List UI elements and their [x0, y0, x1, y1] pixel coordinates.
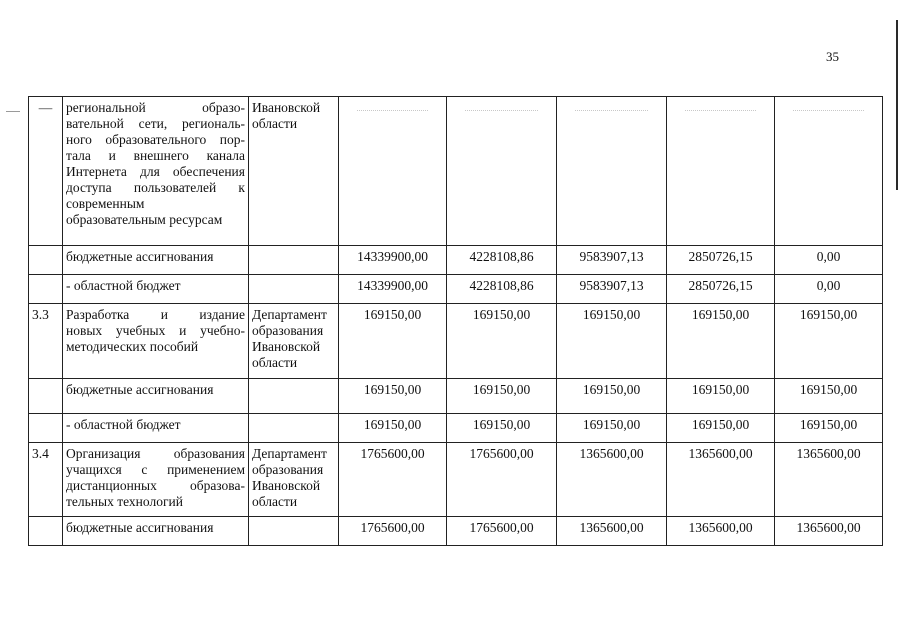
value-cell: 169150,00	[667, 414, 775, 443]
row-index-cell	[29, 246, 63, 275]
table-row-regional-budget	[29, 414, 883, 443]
value-cell: 2850726,15	[667, 246, 775, 275]
value-cell: 1765600,00	[339, 443, 447, 517]
value-cell: 169150,00	[775, 414, 883, 443]
description-line: Организация образования	[66, 446, 245, 461]
value-cell: 169150,00	[667, 304, 775, 379]
value-cell-empty	[447, 97, 557, 246]
description-line: образовательным ресурсам	[66, 212, 223, 227]
value-cell: 1365600,00	[775, 517, 883, 546]
value-cell: 1365600,00	[557, 443, 667, 517]
row-label: бюджетные ассигнования	[63, 517, 249, 546]
faint-scan-line	[357, 110, 428, 111]
value-cell: 1765600,00	[339, 517, 447, 546]
budget-table	[28, 96, 883, 546]
table-row-item-3-3	[29, 304, 883, 379]
description-line: вательной сети, региональ-	[66, 116, 245, 131]
value-cell: 14339900,00	[339, 246, 447, 275]
value-cell: 0,00	[775, 246, 883, 275]
value-cell-empty	[557, 97, 667, 246]
value-cell: 169150,00	[775, 379, 883, 414]
description-line: доступа пользователей к	[66, 180, 245, 195]
executor-line: области	[252, 355, 298, 370]
executor-line: Ивановской	[252, 100, 321, 115]
description-line: ного образовательного пор-	[66, 132, 245, 147]
value-cell: 169150,00	[775, 304, 883, 379]
value-cell: 9583907,13	[557, 275, 667, 304]
description-line: современным	[66, 196, 145, 211]
faint-scan-line	[575, 110, 647, 111]
value-cell-empty	[775, 97, 883, 246]
page-number: 35	[826, 49, 839, 64]
executor-cell	[249, 246, 339, 275]
row-label: - областной бюджет	[63, 414, 249, 443]
description-line: дистанционных образова-	[66, 478, 245, 493]
executor-line: области	[252, 494, 298, 509]
table-row-budget-allocations	[29, 246, 883, 275]
description-line: Разработка и издание	[66, 307, 245, 322]
row-index: —	[38, 100, 53, 115]
description-line: учащихся с применением	[66, 462, 245, 477]
row-index-cell	[29, 97, 63, 246]
row-label: бюджетные ассигнования	[63, 379, 249, 414]
table-row-budget-allocations	[29, 379, 883, 414]
description-cell	[63, 443, 249, 517]
value-cell: 4228108,86	[447, 246, 557, 275]
executor-cell	[249, 97, 339, 246]
value-cell: 9583907,13	[557, 246, 667, 275]
value-cell: 169150,00	[447, 414, 557, 443]
value-cell: 14339900,00	[339, 275, 447, 304]
executor-cell	[249, 275, 339, 304]
value-cell: 169150,00	[339, 304, 447, 379]
value-cell-empty	[667, 97, 775, 246]
executor-line: Ивановской	[252, 339, 321, 354]
description-line: тала и внешнего канала	[66, 148, 245, 163]
row-index-cell	[29, 517, 63, 546]
description-line: региональной образо-	[66, 100, 245, 115]
row-index-cell	[29, 414, 63, 443]
value-cell: 169150,00	[557, 304, 667, 379]
faint-scan-line	[793, 110, 864, 111]
faint-scan-line	[465, 110, 537, 111]
executor-line: Департамент	[252, 446, 327, 461]
value-cell: 1365600,00	[775, 443, 883, 517]
value-cell: 4228108,86	[447, 275, 557, 304]
value-cell: 169150,00	[339, 414, 447, 443]
faint-scan-line	[685, 110, 756, 111]
row-label: - областной бюджет	[63, 275, 249, 304]
executor-cell	[249, 443, 339, 517]
value-cell: 1765600,00	[447, 517, 557, 546]
executor-line: области	[252, 116, 298, 131]
value-cell: 169150,00	[557, 379, 667, 414]
table-row-continuation	[29, 97, 883, 246]
row-label: бюджетные ассигнования	[63, 246, 249, 275]
value-cell: 0,00	[775, 275, 883, 304]
executor-cell	[249, 304, 339, 379]
description-line: новых учебных и учебно-	[66, 323, 245, 338]
value-cell: 1365600,00	[667, 517, 775, 546]
executor-line: образования	[252, 323, 324, 338]
row-index-cell	[29, 275, 63, 304]
value-cell: 2850726,15	[667, 275, 775, 304]
value-cell: 169150,00	[447, 379, 557, 414]
scan-edge-shadow	[896, 20, 898, 190]
description-cell	[63, 304, 249, 379]
value-cell: 169150,00	[667, 379, 775, 414]
row-index: 3.4	[29, 443, 63, 517]
value-cell: 1765600,00	[447, 443, 557, 517]
executor-cell	[249, 379, 339, 414]
table-row-regional-budget	[29, 275, 883, 304]
table-row-budget-allocations	[29, 517, 883, 546]
executor-cell	[249, 517, 339, 546]
executor-line: Ивановской	[252, 478, 321, 493]
executor-cell	[249, 414, 339, 443]
table-row-item-3-4	[29, 443, 883, 517]
value-cell-empty	[339, 97, 447, 246]
scan-margin-mark	[6, 111, 20, 112]
description-line: методических пособий	[66, 339, 199, 354]
value-cell: 169150,00	[557, 414, 667, 443]
description-line: тельных технологий	[66, 494, 183, 509]
row-index: 3.3	[29, 304, 63, 379]
value-cell: 1365600,00	[667, 443, 775, 517]
value-cell: 1365600,00	[557, 517, 667, 546]
row-index-cell	[29, 379, 63, 414]
value-cell: 169150,00	[339, 379, 447, 414]
value-cell: 169150,00	[447, 304, 557, 379]
description-cell	[63, 97, 249, 246]
description-line: Интернета для обеспечения	[66, 164, 245, 179]
executor-line: Департамент	[252, 307, 327, 322]
executor-line: образования	[252, 462, 324, 477]
